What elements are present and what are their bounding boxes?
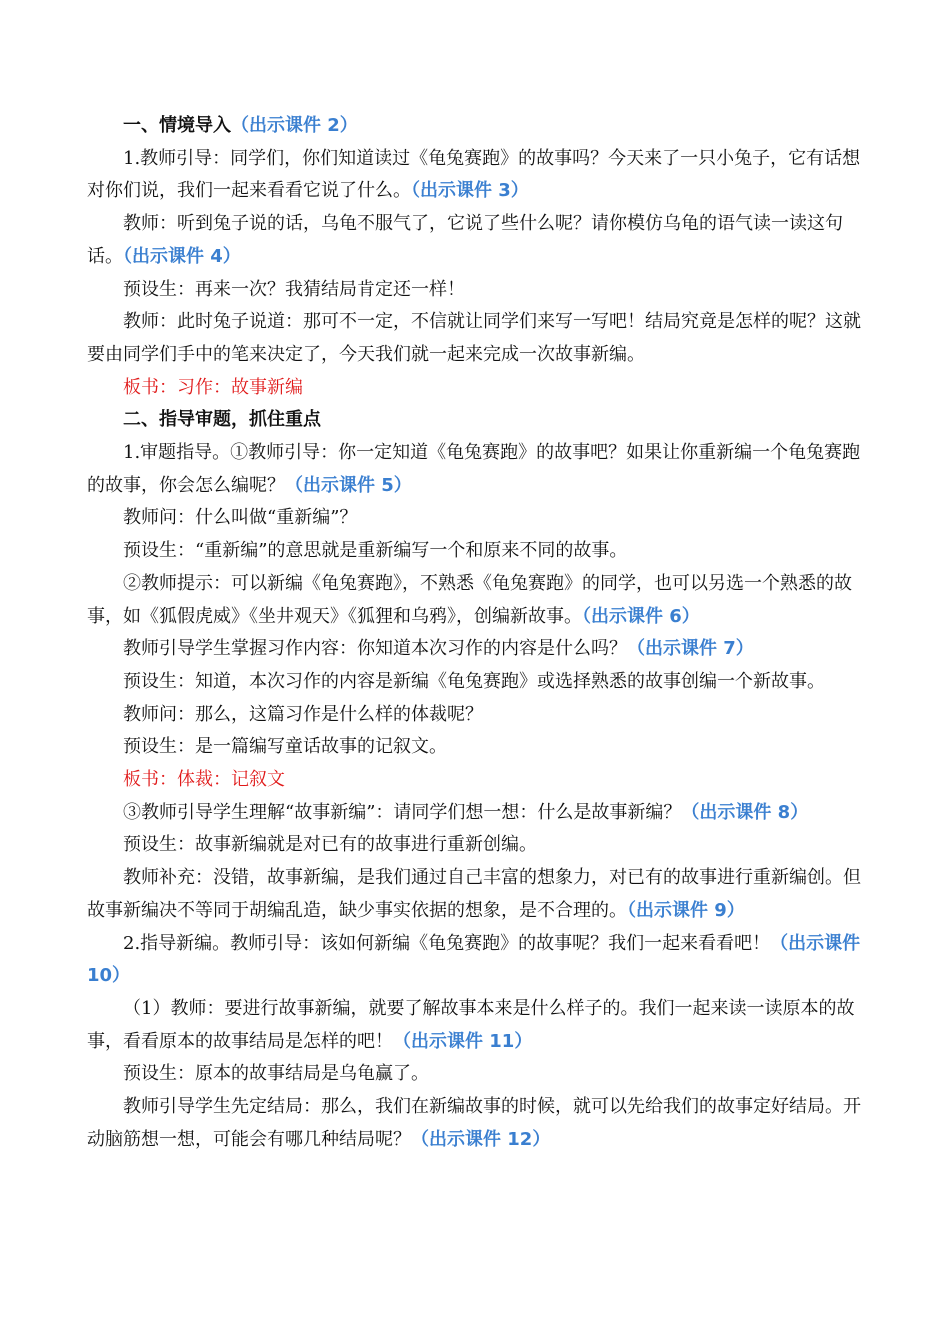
paragraph: 预设生：故事新编就是对已有的故事进行重新创编。 bbox=[123, 834, 537, 856]
courseware-ref: （出示课件 9） bbox=[627, 899, 745, 921]
section-heading-1 bbox=[87, 110, 867, 143]
paragraph-text: 教师引导学生先定结局：那么，我们在新编故事的时候，就可以先给我们的故事定好结局。开动脑筋想一想，可能会有哪几种结局呢？ bbox=[87, 1096, 861, 1150]
section-title: 二、指导审题，抓住重点 bbox=[123, 409, 321, 431]
paragraph-text: 2.指导新编。教师引导：该如何新编《龟兔赛跑》的故事呢？我们一起来看看吧！ bbox=[123, 932, 771, 954]
courseware-ref: （出示课件 4） bbox=[123, 245, 241, 267]
paragraph-text: 教师：听到兔子说的话，乌龟不服气了，它说了些什么呢？请你模仿乌龟的语气读一读这句话。 bbox=[87, 213, 843, 267]
paragraph bbox=[87, 568, 867, 633]
paragraph: 预设生：“重新编”的意思就是重新编写一个和原来不同的故事。 bbox=[123, 540, 628, 562]
section-title: 一、情境导入 bbox=[123, 115, 231, 136]
paragraph-text: （1）教师：要进行故事新编，就要了解故事本来是什么样子的。我们一起来读一读原本的故事，看看原本的故事结局是怎样的吧！ bbox=[87, 997, 855, 1052]
paragraph: 教师：此时兔子说道：那可不一定，不信就让同学们来写一写吧！结局究竟是怎样的呢？这就要由同学们手中的笔来决定了，今天我们就一起来完成一次故事新编。 bbox=[87, 311, 861, 365]
paragraph bbox=[87, 797, 867, 830]
courseware-ref: （出示课件 6） bbox=[582, 605, 700, 627]
paragraph bbox=[87, 143, 867, 208]
paragraph: 预设生：原本的故事结局是乌龟赢了。 bbox=[123, 1063, 429, 1085]
paragraph: 预设生：知道，本次习作的内容是新编《龟兔赛跑》或选择熟悉的故事创编一个新故事。 bbox=[123, 670, 825, 692]
paragraph-text: 教师补充：没错，故事新编，是我们通过自己丰富的想象力，对已有的故事进行重新编创。但故事新编决不等同于胡编乱造，缺少事实依据的想象，是不合理的。 bbox=[87, 867, 861, 921]
section-heading-2 bbox=[87, 404, 867, 437]
paragraph bbox=[87, 1091, 867, 1156]
paragraph: 教师问：那么，这篇习作是什么样的体裁呢？ bbox=[123, 703, 483, 725]
paragraph bbox=[87, 862, 867, 927]
paragraph-text: ②教师提示：可以新编《龟兔赛跑》，不熟悉《龟兔赛跑》的同学，也可以另选一个熟悉的故事，如《狐假虎威》《坐井观天》《狐狸和乌鸦》，创编新故事。 bbox=[87, 572, 852, 627]
courseware-ref: （出示课件 12） bbox=[411, 1128, 551, 1150]
paragraph bbox=[87, 208, 867, 273]
paragraph: 预设生：是一篇编写童话故事的记叙文。 bbox=[123, 736, 447, 758]
paragraph bbox=[87, 437, 867, 502]
paragraph-text: 1.教师引导：同学们，你们知道读过《龟兔赛跑》的故事吗？今天来了一只小兔子，它有话想对你们说，我们一起来看看它说了什么。 bbox=[87, 147, 861, 202]
paragraph-text: ③教师引导学生理解“故事新编”：请同学们想一想：什么是故事新编？ bbox=[123, 801, 682, 823]
blackboard-note: 板书：体裁：记叙文 bbox=[123, 769, 285, 791]
paragraph: 预设生：再来一次？我猜结局肯定还一样！ bbox=[123, 278, 465, 300]
paragraph bbox=[87, 928, 867, 993]
lesson-content bbox=[87, 110, 867, 1157]
courseware-ref: （出示课件 7） bbox=[627, 638, 754, 660]
paragraph-text: 教师引导学生掌握习作内容：你知道本次习作的内容是什么吗？ bbox=[123, 638, 627, 660]
paragraph bbox=[87, 993, 867, 1058]
courseware-ref: （出示课件 3） bbox=[411, 180, 529, 202]
courseware-ref: （出示课件 11） bbox=[393, 1030, 533, 1052]
courseware-ref: （出示课件 8） bbox=[681, 801, 809, 823]
courseware-ref: （出示课件 2） bbox=[231, 115, 358, 136]
blackboard-note: 板书：习作：故事新编 bbox=[123, 376, 303, 398]
paragraph: 教师问：什么叫做“重新编”？ bbox=[123, 507, 358, 529]
paragraph-text: 1.审题指导。①教师引导：你一定知道《龟兔赛跑》的故事吧？如果让你重新编一个龟兔赛跑的故事，你会怎么编呢？ bbox=[87, 442, 861, 496]
courseware-ref: （出示课件 10） bbox=[87, 932, 861, 987]
paragraph bbox=[87, 633, 867, 666]
courseware-ref: （出示课件 5） bbox=[285, 474, 412, 496]
